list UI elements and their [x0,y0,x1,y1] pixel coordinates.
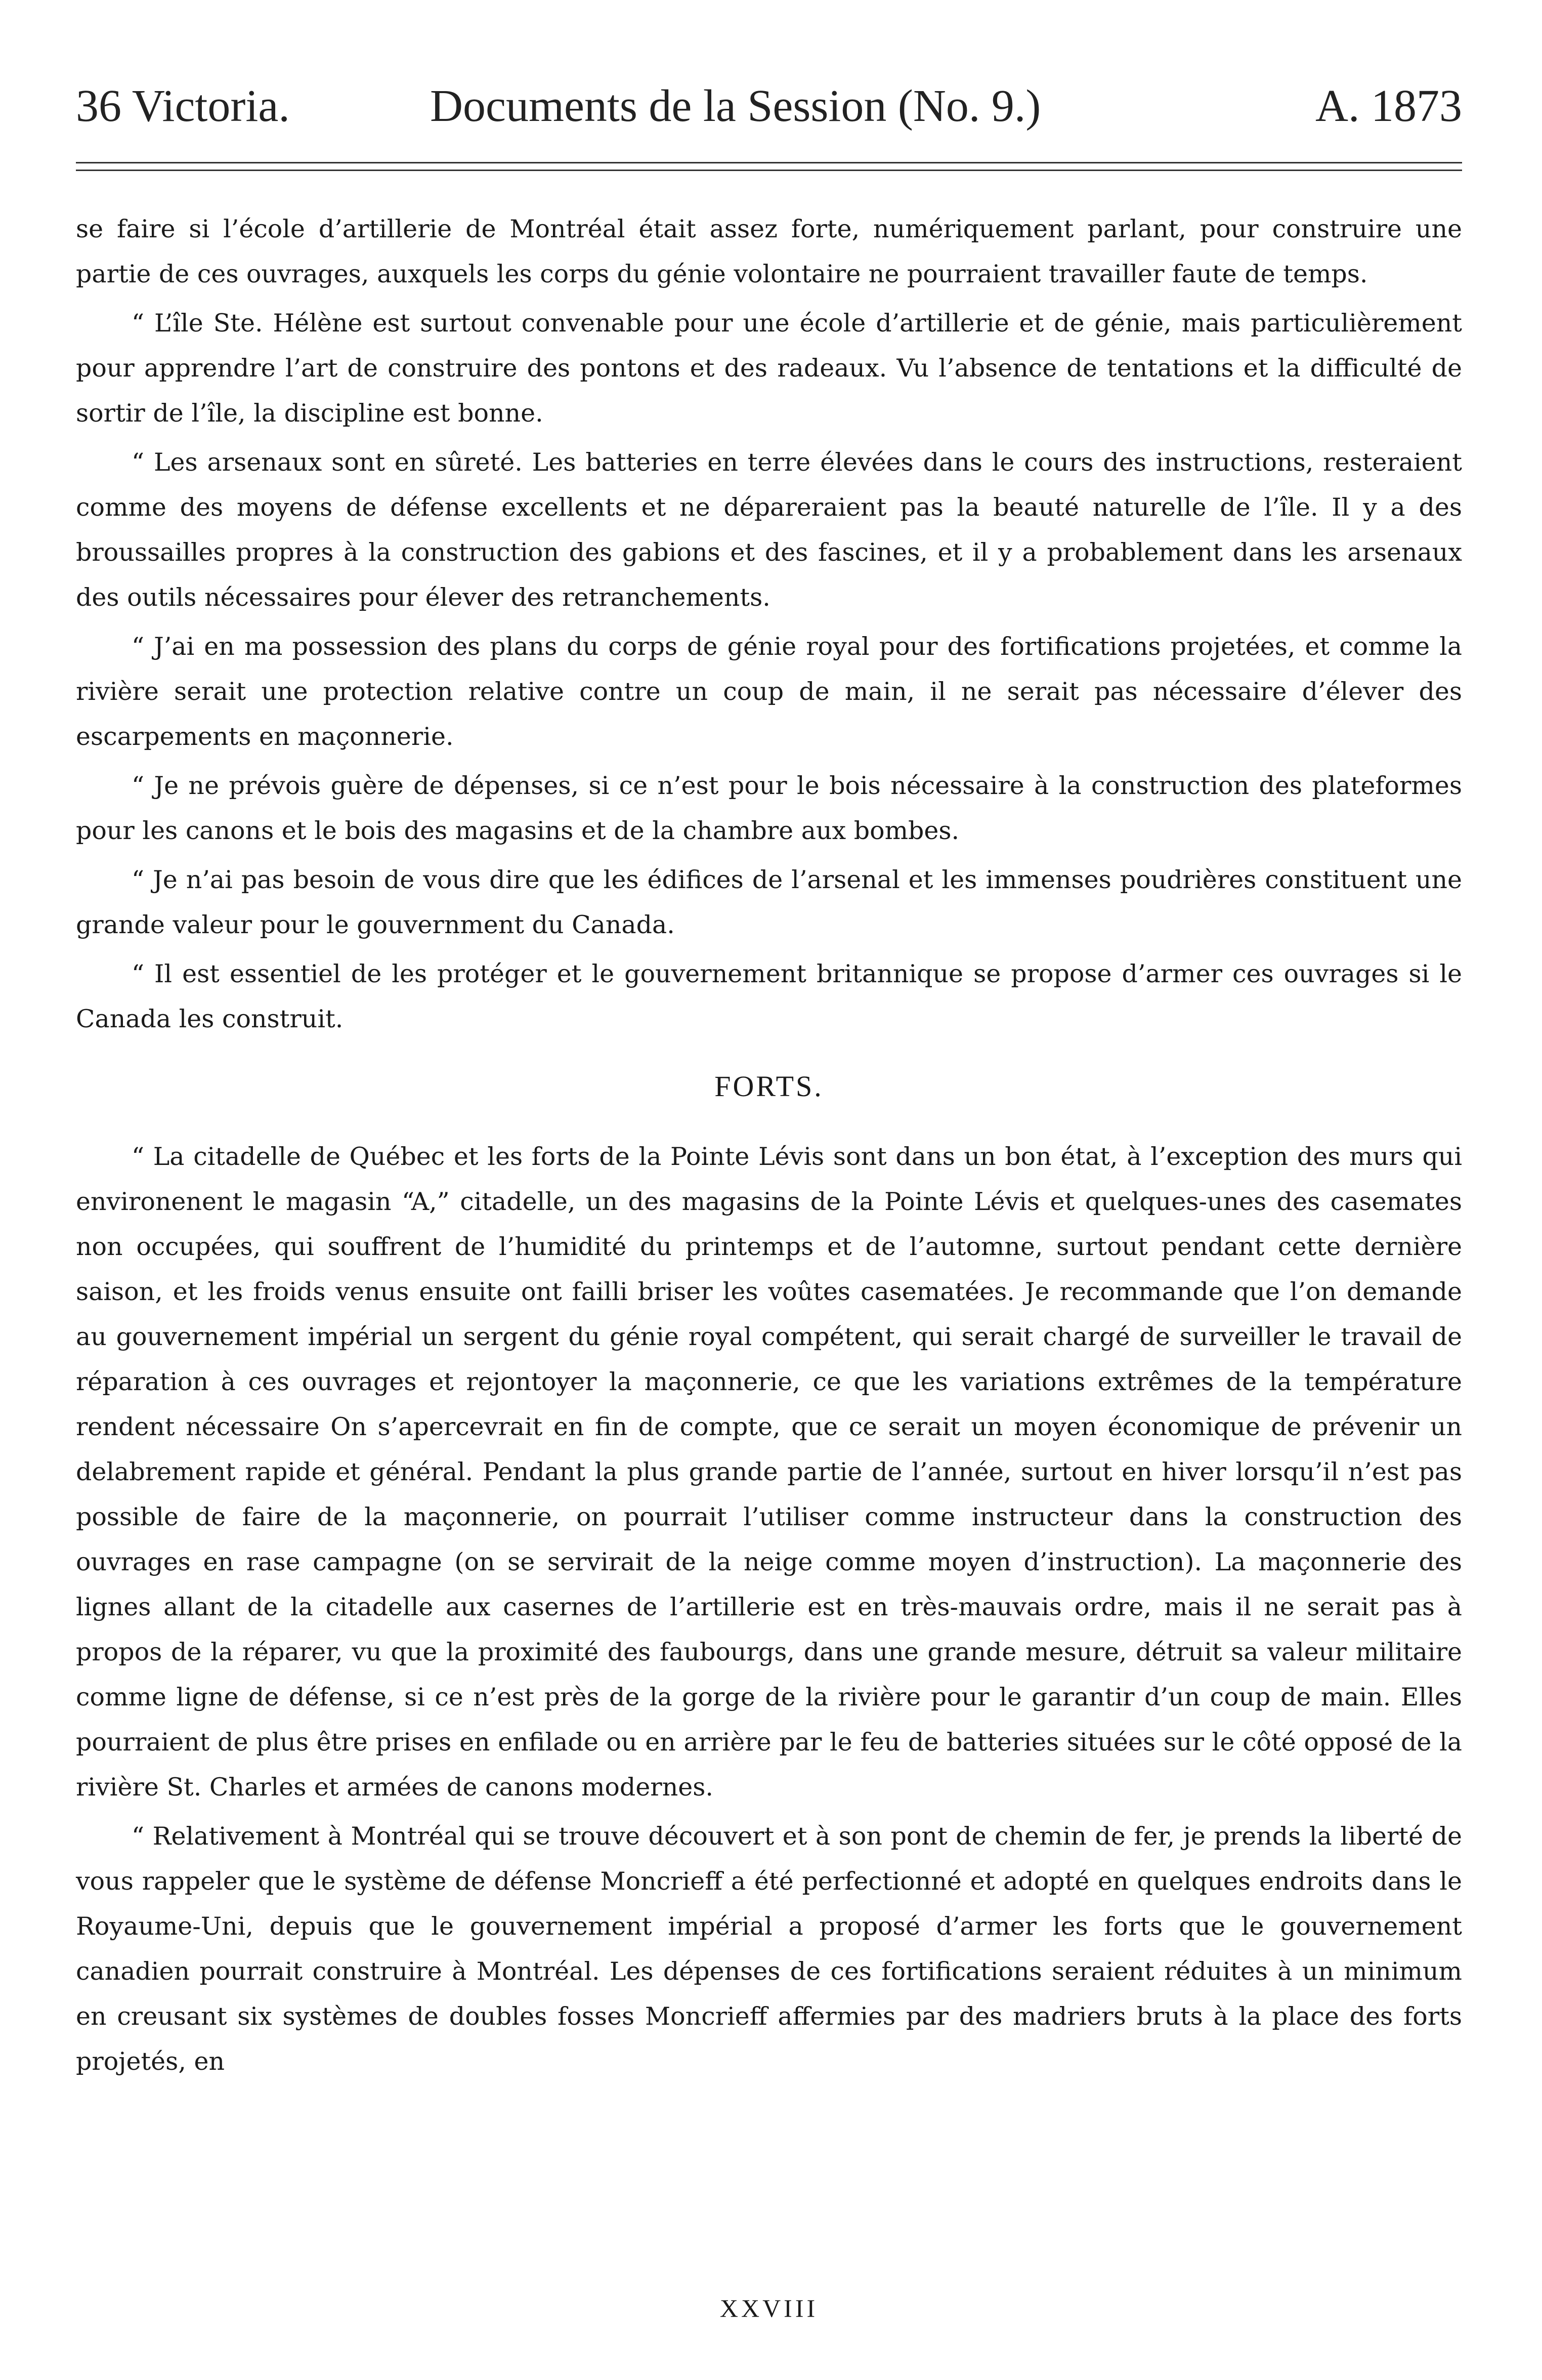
header-document-title: Documents de la Session (No. 9.) [430,81,1041,131]
document-body [76,206,1462,2084]
paragraph: “ Il est essentiel de les protéger et le gouvernement britannique se propose d’armer ces ouvrages si le Canada les construit. [76,959,1462,1033]
paragraph: “ Je ne prévois guère de dépenses, si ce n’est pour le bois nécessaire à la construction des plateformes pour les canons et le bois des magasins et de la chambre aux bombes. [76,771,1462,845]
paragraph: se faire si l’école d’artillerie de Montréal était assez forte, numériquement parlant, pour construire une partie de ces ouvrages, auxquels les corps du génie volontaire ne pourraient travailler faute de temps. [76,215,1462,288]
section-heading: FORTS. [714,1070,824,1103]
document-page [76,76,1462,2323]
paragraph: “ Je n’ai pas besoin de vous dire que les édifices de l’arsenal et les immenses poudrières constituent une grande valeur pour le gouvernment du Canada. [76,865,1462,939]
paragraph: “ L’île Ste. Hélène est surtout convenable pour une école d’artillerie et de génie, mais particulièrement pour apprendre l’art de construire des pontons et des radeaux. Vu l’absence de tentations et la difficulté de sortir de l’île, la discipline est bonne. [76,309,1462,428]
page-number: XXVIII [719,2294,819,2322]
paragraph: “ J’ai en ma possession des plans du corps de génie royal pour des fortifications projetées, et comme la rivière serait une protection relative contre un coup de main, il ne serait pas nécessaire d’élever des escarpements en maçonnerie. [76,632,1462,751]
header-session-year: 36 Victoria. [76,81,290,131]
paragraph: “ Les arsenaux sont en sûreté. Les batteries en terre élevées dans le cours des instructions, resteraient comme des moyens de défense excellents et ne dépareraient pas la beauté naturelle de l’île. Il y a des broussailles propres à la construction des gabions et des fascines, et il y a probablement dans les arsenaux des outils nécessaires pour élever des retranchements. [76,448,1462,612]
paragraph: “ La citadelle de Québec et les forts de la Pointe Lévis sont dans un bon état, à l’exception des murs qui environenent le magasin “A,” citadelle, un des magasins de la Pointe Lévis et quelques-unes des casemates non occupées, qui souffrent de l’humidité du printemps et de l’automne, surtout pendant cette dernière saison, et les froids venus ensuite ont failli briser les voûtes casematées. Je recommande que l’on demande au gouvernement impérial un sergent du génie royal compétent, qui serait chargé de surveiller le travail de réparation à ces ouvrages et rejontoyer la maçonnerie, ce que les variations extrêmes de la température rendent nécessaire On s’apercevrait en fin de compte, que ce serait un moyen économique de prévenir un delabrement rapide et général. Pendant la plus grande partie de l’année, surtout en hiver lorsqu’il n’est pas possible de faire de la maçonnerie, on pourrait l’utiliser comme instructeur dans la construction des ouvrages en rase campagne (on se servirait de la neige comme moyen d’instruction). La maçonnerie des lignes allant de la citadelle aux casernes de l’artillerie est en très-mauvais ordre, mais il ne serait pas à propos de la réparer, vu que la proximité des faubourgs, dans une grande mesure, détruit sa valeur militaire comme ligne de défense, si ce n’est près de la gorge de la rivière pour le garantir d’un coup de main. Elles pourraient de plus être prises en enfilade ou en arrière par le feu de batteries situées sur le côté opposé de la rivière St. Charles et armées de canons modernes. [76,1142,1462,1802]
header-year: A. 1873 [1315,81,1462,131]
header-rule [76,162,1462,163]
header-rule-double [76,170,1462,171]
paragraph: “ Relativement à Montréal qui se trouve découvert et à son pont de chemin de fer, je prends la liberté de vous rappeler que le système de défense Moncrieff a été perfectionné et adopté en quelques endroits dans le Royaume-Uni, depuis que le gouvernement impérial a proposé d’armer les forts que le gouvernement canadien pourrait construire à Montréal. Les dépenses de ces fortifications seraient réduites à un minimum en creusant six systèmes de doubles fosses Moncrieff affermies par des madriers bruts à la place des forts projetés, en [76,1822,1462,2076]
running-header [76,76,1462,137]
